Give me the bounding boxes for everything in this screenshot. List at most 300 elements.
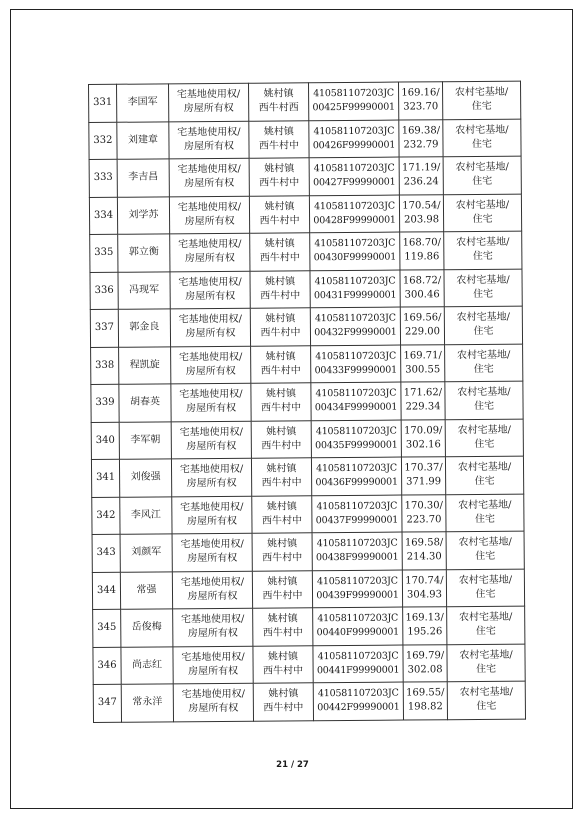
location-line-1: 姚村镇: [266, 463, 297, 475]
parcel-code-line-1: 410581107203JC: [317, 687, 399, 700]
row-number-cell: [90, 309, 118, 347]
right-type-cell: [172, 496, 252, 534]
parcel-code-cell: [311, 457, 401, 495]
row-number: 335: [94, 247, 114, 259]
area-line-1: 169.56/: [403, 312, 442, 324]
row-number-cell: [90, 272, 118, 310]
right-type-line-1: 宅基地使用权/: [178, 239, 242, 251]
parcel-code-cell: [313, 682, 403, 720]
location-cell: [250, 270, 310, 308]
owner-name-cell: [119, 421, 171, 459]
land-use-cell: [442, 81, 520, 119]
right-type-cell: [173, 683, 253, 721]
owner-name: 李国军: [127, 96, 158, 108]
right-type-line-1: 宅基地使用权/: [178, 351, 243, 364]
area-line-2: 229.34: [405, 401, 441, 413]
row-number-cell: [91, 384, 119, 422]
land-use-cell: [447, 606, 525, 644]
owner-name-cell: [120, 496, 172, 534]
location-cell: [253, 683, 313, 721]
right-type-line-1: 宅基地使用权/: [177, 126, 241, 139]
location-line-1: 姚村镇: [265, 313, 296, 325]
owner-name: 刘学苏: [128, 209, 159, 221]
area-line-1: 168.70/: [402, 237, 441, 249]
right-type-cell: [171, 458, 251, 496]
right-type-cell: [170, 308, 250, 346]
area-line-1: 168.72/: [402, 274, 442, 287]
row-number: 343: [96, 547, 116, 559]
area-line-1: 170.30/: [404, 499, 444, 512]
right-type-line-2: 房屋所有权: [187, 628, 238, 640]
table-row: [91, 381, 523, 422]
right-type-cell: [169, 196, 249, 234]
parcel-code-line-1: 410581107203JC: [316, 537, 398, 550]
location-cell: [250, 233, 310, 271]
area-cell: [403, 682, 447, 720]
location-line-2: 西牛村中: [259, 177, 300, 189]
right-type-line-2: 房屋所有权: [184, 253, 235, 265]
right-type-line-2: 房屋所有权: [185, 328, 236, 340]
right-type-line-1: 宅基地使用权/: [177, 164, 241, 176]
parcel-code-cell: [312, 570, 402, 608]
location-line-2: 西牛村中: [260, 290, 301, 302]
land-use-cell: [443, 194, 521, 232]
location-line-2: 西牛村中: [259, 215, 300, 227]
page-number: 21 / 27: [276, 760, 309, 770]
parcel-code-line-2: 00425F99990001: [312, 101, 395, 114]
row-number: 333: [93, 172, 113, 184]
row-number: 340: [95, 434, 115, 446]
area-line-2: 119.86: [404, 251, 440, 263]
parcel-code-cell: [312, 495, 402, 533]
row-number-cell: [92, 572, 120, 610]
land-use-line-1: 农村宅基地/: [459, 686, 514, 699]
parcel-code-line-2: 00432F99990001: [314, 326, 397, 339]
location-cell: [251, 383, 311, 421]
land-use-line-2: 住宅: [476, 663, 497, 675]
parcel-code-cell: [313, 607, 403, 645]
location-cell: [253, 608, 313, 646]
land-use-line-1: 农村宅基地/: [459, 649, 513, 661]
owner-name-cell: [119, 346, 171, 384]
table-row: [91, 419, 523, 460]
land-use-line-1: 农村宅基地/: [457, 386, 511, 399]
right-type-line-1: 宅基地使用权/: [179, 389, 243, 401]
right-type-line-2: 房屋所有权: [184, 215, 235, 227]
owner-name: 李风江: [130, 509, 161, 521]
table-row: [93, 606, 525, 647]
right-type-line-2: 房屋所有权: [184, 178, 235, 190]
right-type-cell: [169, 83, 249, 121]
land-use-line-2: 住宅: [474, 513, 495, 525]
table-row: [89, 156, 521, 197]
area-line-2: 203.98: [404, 213, 440, 226]
location-line-2: 西牛村中: [261, 402, 302, 414]
right-type-line-1: 宅基地使用权/: [179, 426, 243, 439]
location-line-2: 西牛村中: [261, 477, 302, 489]
location-line-2: 西牛村中: [263, 665, 304, 677]
right-type-line-1: 宅基地使用权/: [180, 501, 244, 514]
area-cell: [402, 569, 446, 607]
table-row: [90, 306, 522, 347]
owner-name: 程凯旋: [129, 359, 160, 371]
area-line-2: 304.93: [406, 588, 443, 601]
location-line-2: 西牛村中: [263, 702, 304, 714]
parcel-code-line-2: 00431F99990001: [313, 289, 397, 301]
owner-name-cell: [117, 196, 169, 234]
row-number-cell: [89, 122, 117, 160]
area-cell: [401, 419, 445, 457]
location-line-2: 西牛村中: [261, 440, 302, 452]
row-number: 337: [94, 322, 115, 334]
parcel-code-line-2: 00435F99990001: [315, 439, 398, 451]
location-line-2: 西牛村中: [262, 552, 303, 564]
table-row: [89, 81, 521, 122]
right-type-line-2: 房屋所有权: [187, 590, 238, 602]
row-number-cell: [89, 159, 117, 197]
parcel-code-line-2: 00433F99990001: [314, 364, 397, 376]
table-row: [89, 119, 521, 160]
owner-name: 刘建章: [127, 134, 158, 146]
right-type-line-1: 宅基地使用权/: [181, 651, 245, 664]
owner-name-cell: [119, 459, 171, 497]
location-line-2: 西牛村中: [262, 627, 303, 639]
location-cell: [250, 308, 310, 346]
area-cell: [402, 494, 446, 532]
parcel-code-line-1: 410581107203JC: [314, 237, 396, 250]
row-number: 339: [95, 397, 115, 409]
parcel-code-cell: [309, 195, 399, 233]
area-line-2: 195.26: [407, 626, 443, 638]
right-type-line-2: 房屋所有权: [183, 140, 235, 152]
area-line-2: 223.70: [406, 513, 442, 526]
area-cell: [398, 82, 442, 120]
area-line-1: 170.09/: [404, 424, 443, 437]
area-line-1: 169.38/: [401, 124, 441, 137]
parcel-code-line-1: 410581107203JC: [317, 612, 399, 625]
owner-name: 郭立衡: [128, 246, 159, 258]
parcel-code-cell: [311, 382, 401, 420]
right-type-line-2: 房屋所有权: [186, 478, 237, 490]
area-line-1: 171.62/: [403, 387, 443, 399]
land-use-line-2: 住宅: [472, 251, 493, 263]
right-type-cell: [171, 346, 251, 384]
right-type-line-2: 房屋所有权: [186, 515, 237, 527]
row-number-cell: [92, 534, 120, 572]
land-use-cell: [444, 231, 522, 269]
location-cell: [249, 195, 309, 233]
land-use-cell: [446, 494, 524, 532]
parcel-code-line-2: 00436F99990001: [315, 476, 398, 489]
land-use-line-1: 农村宅基地/: [456, 274, 510, 286]
right-type-cell: [172, 571, 252, 609]
area-cell: [400, 307, 444, 345]
row-number-cell: [92, 497, 120, 535]
location-line-1: 姚村镇: [264, 238, 295, 250]
owner-name-cell: [118, 309, 170, 347]
table-body: [89, 81, 526, 722]
right-type-cell: [171, 421, 251, 459]
row-number: 331: [93, 97, 113, 109]
land-use-cell: [445, 419, 523, 457]
parcel-code-line-1: 410581107203JC: [313, 125, 395, 137]
parcel-code-line-1: 410581107203JC: [315, 425, 397, 437]
area-cell: [399, 194, 443, 232]
area-line-1: 170.37/: [404, 462, 443, 474]
location-line-1: 姚村镇: [264, 163, 295, 175]
land-use-cell: [445, 344, 523, 382]
row-number-cell: [90, 234, 118, 272]
area-line-2: 236.24: [403, 176, 439, 188]
location-line-2: 西牛村中: [258, 140, 300, 152]
right-type-cell: [171, 383, 251, 421]
area-line-2: 214.30: [406, 551, 442, 563]
location-cell: [252, 495, 312, 533]
parcel-code-line-2: 00426F99990001: [312, 139, 396, 151]
land-use-line-1: 农村宅基地/: [457, 461, 512, 474]
parcel-code-line-2: 00442F99990001: [317, 701, 400, 714]
land-use-cell: [445, 381, 523, 419]
location-line-2: 西牛村中: [262, 590, 303, 602]
parcel-code-cell: [310, 232, 400, 270]
parcel-code-line-1: 410581107203JC: [317, 650, 399, 662]
land-use-line-2: 住宅: [474, 476, 495, 488]
area-cell: [402, 532, 446, 570]
area-line-2: 198.82: [407, 701, 443, 713]
right-type-cell: [170, 271, 250, 309]
land-use-cell: [446, 569, 524, 607]
location-cell: [251, 345, 311, 383]
owner-name-cell: [117, 84, 169, 122]
row-number: 347: [97, 697, 117, 709]
table-row: [90, 269, 522, 310]
land-use-line-2: 住宅: [476, 701, 497, 713]
right-type-line-1: 宅基地使用权/: [181, 689, 246, 701]
owner-name: 刘颜军: [131, 546, 162, 558]
land-use-cell: [447, 681, 525, 719]
owner-name-cell: [120, 571, 172, 609]
right-type-line-2: 房屋所有权: [188, 703, 239, 715]
location-line-1: 姚村镇: [265, 351, 296, 363]
land-use-line-2: 住宅: [472, 213, 493, 225]
area-cell: [403, 644, 447, 682]
table-row: [90, 231, 522, 272]
parcel-code-cell: [313, 645, 403, 683]
parcel-code-line-2: 00430F99990001: [313, 251, 397, 264]
row-number: 344: [96, 584, 117, 596]
owner-name: 胡春英: [129, 396, 161, 408]
land-use-line-2: 住宅: [471, 101, 492, 113]
right-type-line-2: 房屋所有权: [183, 103, 234, 115]
row-number: 332: [93, 134, 113, 146]
land-use-line-1: 农村宅基地/: [458, 499, 512, 511]
area-cell: [401, 344, 445, 382]
area-cell: [400, 232, 444, 270]
owner-name: 冯现军: [129, 284, 160, 296]
location-cell: [249, 120, 309, 158]
owner-name: 李吉昌: [128, 171, 159, 183]
location-cell: [251, 458, 311, 496]
land-use-line-2: 住宅: [475, 551, 496, 563]
parcel-code-cell: [311, 420, 401, 458]
parcel-code-line-1: 410581107203JC: [316, 575, 398, 587]
parcel-code-line-1: 410581107203JC: [315, 350, 397, 362]
location-line-2: 西牛村西: [258, 102, 299, 114]
parcel-code-line-1: 410581107203JC: [315, 387, 397, 400]
area-line-1: 171.19/: [401, 162, 441, 174]
location-line-1: 姚村镇: [265, 276, 296, 288]
land-use-line-2: 住宅: [475, 588, 496, 600]
land-use-line-1: 农村宅基地/: [457, 424, 511, 436]
parcel-code-cell: [310, 307, 400, 345]
table-row: [91, 344, 523, 385]
right-type-cell: [173, 608, 253, 646]
area-line-1: 169.16/: [401, 87, 440, 99]
parcel-code-cell: [311, 345, 401, 383]
location-line-1: 姚村镇: [263, 88, 294, 100]
area-line-2: 229.00: [404, 326, 441, 338]
land-use-line-1: 农村宅基地/: [454, 86, 509, 99]
land-use-line-2: 住宅: [473, 288, 494, 300]
location-line-1: 姚村镇: [264, 201, 295, 213]
right-type-line-2: 房屋所有权: [188, 665, 239, 677]
owner-name-cell: [117, 121, 169, 159]
right-type-line-2: 房屋所有权: [186, 403, 237, 415]
land-use-line-1: 农村宅基地/: [455, 199, 510, 211]
parcel-code-cell: [309, 120, 399, 158]
area-line-2: 300.55: [405, 363, 441, 376]
row-number: 346: [97, 659, 117, 671]
owner-name-cell: [121, 646, 173, 684]
area-line-2: 371.99: [406, 476, 442, 488]
area-cell: [403, 607, 447, 645]
area-line-2: 302.08: [407, 663, 443, 676]
parcel-code-line-2: 00427F99990001: [313, 176, 396, 189]
land-use-line-1: 农村宅基地/: [455, 124, 509, 136]
location-line-1: 姚村镇: [266, 426, 297, 438]
land-use-line-1: 农村宅基地/: [455, 161, 509, 174]
parcel-code-line-1: 410581107203JC: [314, 275, 396, 287]
owner-name: 常强: [136, 584, 157, 596]
land-use-cell: [443, 156, 521, 194]
right-type-line-2: 房屋所有权: [185, 365, 236, 377]
table-row: [92, 494, 524, 535]
owner-name: 刘俊强: [130, 471, 161, 483]
parcel-code-line-1: 410581107203JC: [313, 87, 395, 100]
area-line-1: 169.13/: [405, 612, 444, 624]
table-row: [93, 681, 525, 722]
location-line-2: 西牛村中: [260, 327, 301, 339]
parcel-code-line-2: 00428F99990001: [313, 214, 396, 226]
right-type-line-2: 房屋所有权: [186, 440, 237, 452]
land-use-line-2: 住宅: [473, 326, 494, 338]
parcel-code-line-1: 410581107203JC: [316, 500, 398, 512]
row-number: 345: [97, 622, 117, 634]
location-line-1: 姚村镇: [265, 388, 296, 400]
right-type-cell: [172, 533, 252, 571]
location-line-1: 姚村镇: [263, 126, 294, 138]
location-line-2: 西牛村中: [259, 252, 300, 264]
parcel-code-line-1: 410581107203JC: [316, 462, 397, 475]
land-use-line-1: 农村宅基地/: [456, 349, 511, 361]
row-number-cell: [89, 84, 117, 122]
location-line-2: 西牛村中: [261, 515, 302, 527]
land-use-cell: [445, 456, 523, 494]
right-type-cell: [169, 121, 249, 159]
right-type-line-1: 宅基地使用权/: [179, 464, 244, 476]
owner-name: 岳俊梅: [131, 621, 162, 633]
owner-name: 李军朝: [130, 434, 161, 446]
land-use-cell: [443, 119, 521, 157]
land-use-line-1: 农村宅基地/: [458, 611, 513, 624]
owner-name-cell: [120, 534, 172, 572]
area-line-2: 323.70: [403, 101, 439, 113]
area-line-1: 170.54/: [402, 199, 441, 212]
land-use-cell: [444, 269, 522, 307]
row-number: 341: [96, 472, 116, 484]
right-type-line-1: 宅基地使用权/: [176, 89, 241, 101]
location-cell: [252, 570, 312, 608]
parcel-code-cell: [309, 157, 399, 195]
right-type-line-1: 宅基地使用权/: [180, 576, 245, 589]
right-type-line-1: 宅基地使用权/: [180, 539, 244, 551]
record-table: [88, 81, 526, 723]
land-use-cell: [446, 531, 524, 569]
record-table-wrapper: [88, 81, 525, 723]
land-use-line-1: 农村宅基地/: [456, 236, 510, 249]
land-use-line-2: 住宅: [475, 626, 496, 638]
land-use-line-2: 住宅: [472, 176, 493, 188]
area-line-1: 170.74/: [405, 574, 444, 587]
parcel-code-line-2: 00438F99990001: [315, 551, 399, 564]
area-line-2: 302.16: [405, 438, 441, 451]
right-type-line-1: 宅基地使用权/: [180, 614, 245, 626]
land-use-line-2: 住宅: [474, 401, 495, 413]
location-cell: [252, 533, 312, 571]
row-number-cell: [91, 459, 119, 497]
row-number: 342: [96, 509, 116, 521]
parcel-code-cell: [312, 532, 402, 570]
location-cell: [251, 420, 311, 458]
area-line-1: 169.79/: [405, 649, 445, 662]
location-line-2: 西牛村中: [260, 365, 301, 377]
parcel-code-line-2: 00437F99990001: [315, 514, 399, 526]
row-number: 336: [94, 284, 114, 296]
area-cell: [400, 269, 444, 307]
area-line-1: 169.71/: [403, 349, 442, 362]
parcel-code-line-1: 410581107203JC: [314, 200, 395, 212]
row-number-cell: [91, 347, 119, 385]
row-number: 338: [95, 359, 115, 371]
owner-name-cell: [118, 271, 170, 309]
land-use-line-2: 住宅: [474, 438, 495, 450]
area-cell: [399, 157, 443, 195]
row-number-cell: [93, 684, 121, 722]
location-cell: [253, 645, 313, 683]
land-use-line-2: 住宅: [471, 138, 493, 150]
right-type-cell: [169, 158, 249, 196]
right-type-line-2: 房屋所有权: [187, 553, 238, 565]
parcel-code-line-2: 00434F99990001: [314, 401, 398, 414]
right-type-line-1: 宅基地使用权/: [178, 314, 243, 326]
parcel-code-line-2: 00439F99990001: [316, 589, 399, 601]
owner-name-cell: [117, 159, 169, 197]
row-number-cell: [93, 609, 121, 647]
table-row: [93, 644, 525, 685]
location-line-1: 姚村镇: [267, 613, 298, 625]
row-number: 334: [93, 209, 114, 221]
land-use-cell: [447, 644, 525, 682]
